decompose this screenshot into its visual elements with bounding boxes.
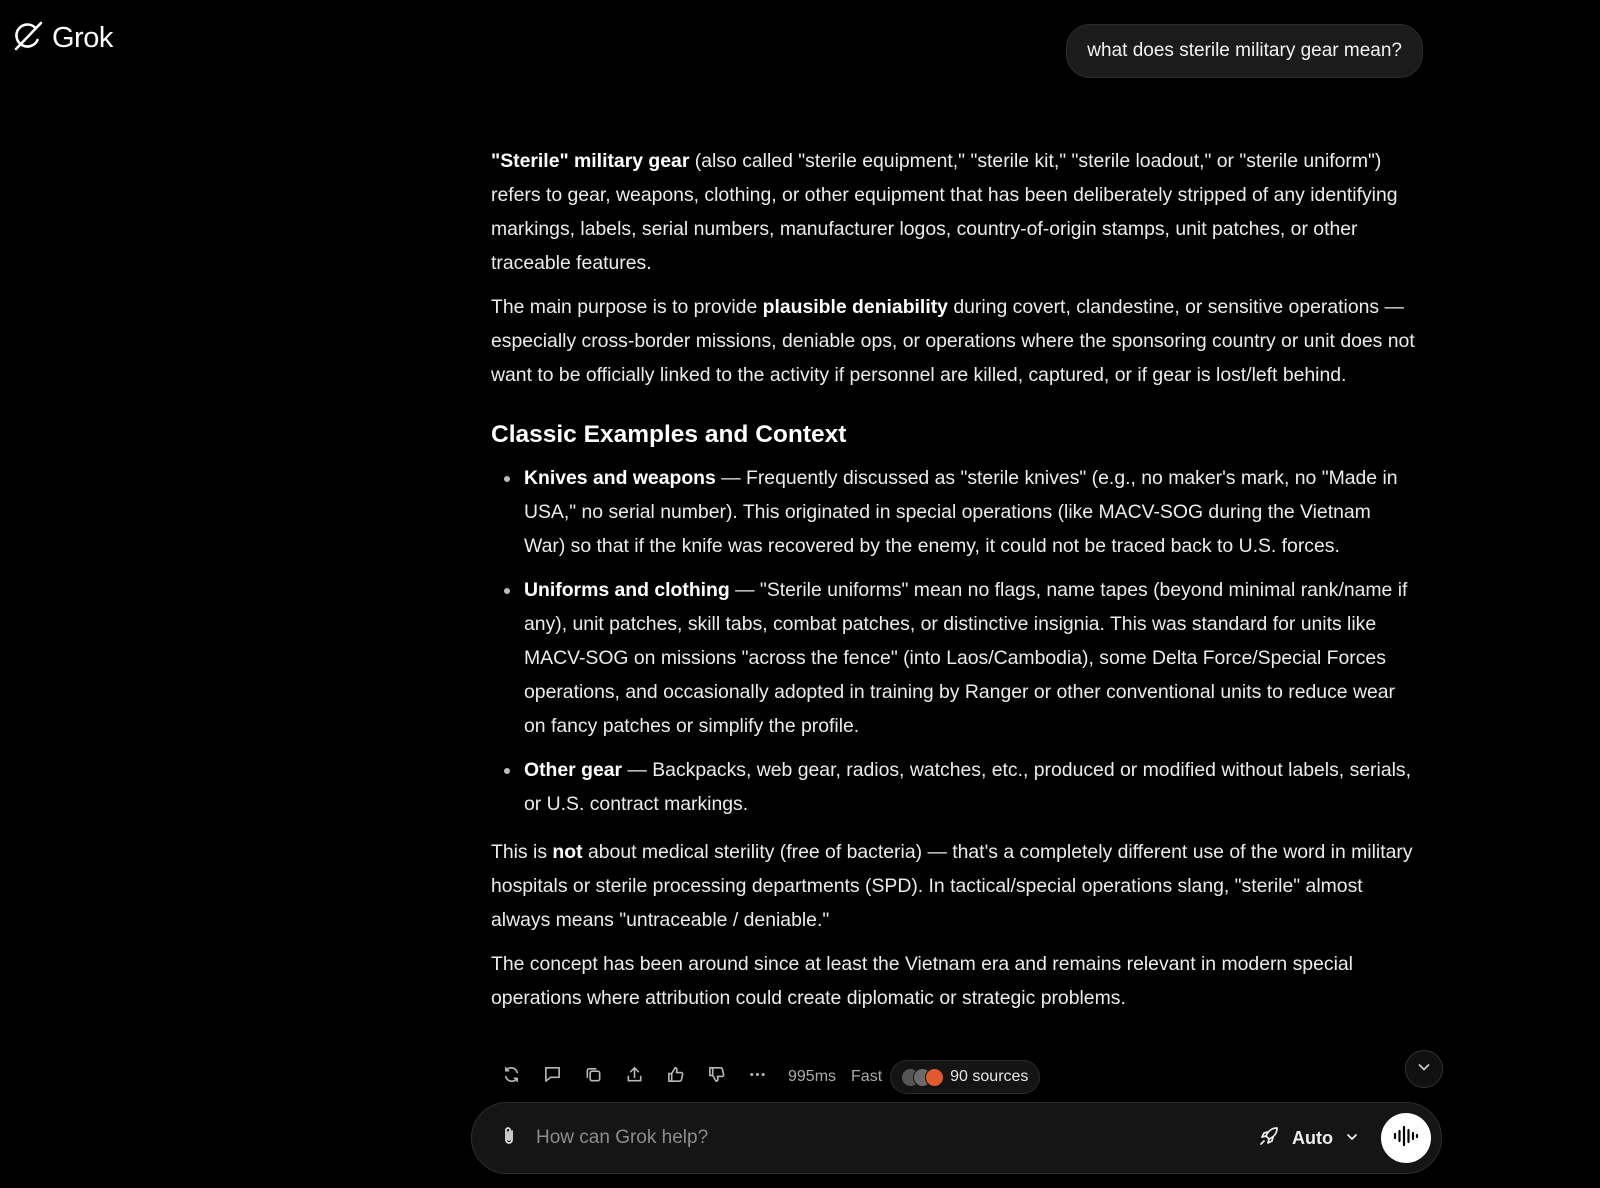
regenerate-icon [502,1065,521,1089]
paragraph-text: about medical sterility (free of bacteria) — that's a completely different use of the word in military hospitals or sterile processing departments (SPD). In tactical/special operations slang, "sterile" almost always means "untraceable / deniable." [491,841,1413,931]
grok-logo[interactable] [10,18,113,59]
more-button[interactable] [737,1060,778,1094]
copy-button[interactable] [573,1060,614,1094]
message-actions [491,1060,1040,1094]
list-item [524,461,1416,563]
brand-name: Grok [52,22,113,54]
list-item-text: — "Sterile uniforms" mean no flags, name tapes (beyond minimal rank/name if any), unit patches, skill tabs, combat patches, or distinctive insignia. This was standard for units like MACV-SOG on missions "across the fence" (into Laos/Cambodia), some Delta Force/Special Forces operations, and occasionally adopted in training by Ranger or other conventional units to reduce wear on fancy patches or simplify the profile. [524,579,1408,737]
response-latency: 995ms [788,1068,837,1085]
voice-mode-button[interactable] [1381,1113,1431,1163]
answer-paragraph: The concept has been around since at least the Vietnam era and remains relevant in modern special operations where attribution could create diplomatic or strategic problems. [491,953,1353,1009]
bold-text: not [552,841,583,863]
scroll-to-bottom-button[interactable] [1405,1050,1443,1088]
answer-paragraph [491,835,1416,937]
mode-label: Auto [1292,1127,1333,1148]
more-icon [748,1065,767,1089]
thumbs-down-icon [707,1065,726,1089]
chevron-down-icon [1345,1128,1359,1149]
paragraph-text: during covert, clandestine, or sensitive operations — especially cross-border missions, deniable ops, or operations where the sponsoring country or unit does not want to be officially linked to the activity if personnel are killed, captured, or if gear is lost/left behind. [491,296,1415,386]
user-message-bubble: what does sterile military gear mean? [1066,24,1423,78]
regenerate-button[interactable] [491,1060,532,1094]
share-icon [625,1065,644,1089]
comment-button[interactable] [532,1060,573,1094]
copy-icon [584,1065,603,1089]
bold-text: Other gear [524,759,623,781]
thumbs-down-button[interactable] [696,1060,737,1094]
assistant-answer [491,144,1416,1025]
examples-list [524,461,1416,821]
bold-text: "Sterile" military gear [491,150,690,172]
attach-button[interactable] [494,1125,524,1152]
comment-icon [543,1065,562,1089]
paragraph-text: (also called "sterile equipment," "sterile kit," "sterile loadout," or "sterile uniform") refers to gear, weapons, clothing, or other equipment that has been deliberately stripped of any identifying markings, labels, serial numbers, manufacturer logos, country-of-origin stamps, unit patches, or other traceable features. [491,150,1398,274]
answer-paragraph [491,290,1416,392]
grok-logo-icon [10,18,46,59]
rocket-icon [1258,1125,1280,1152]
paperclip-icon [499,1125,519,1152]
source-avatars [901,1068,944,1087]
source-avatar-icon [925,1068,944,1087]
list-item-text: — Frequently discussed as "sterile knives" (e.g., no maker's mark, no "Made in USA," no serial number). This originated in special operations (like MACV-SOG during the Vietnam War) so that if the knife was recovered by the enemy, it could not be traced back to U.S. forces. [524,467,1398,557]
list-item [524,573,1416,743]
sources-label: 90 sources [950,1068,1029,1085]
voice-waveform-icon [1392,1124,1420,1153]
share-button[interactable] [614,1060,655,1094]
list-item-text: — Backpacks, web gear, radios, watches, etc., produced or modified without labels, serials, or U.S. contract markings. [524,759,1411,815]
paragraph-text: The main purpose is to provide [491,296,763,318]
chevron-down-icon [1416,1059,1432,1080]
thumbs-up-button[interactable] [655,1060,696,1094]
bold-text: Knives and weapons [524,467,716,489]
thumbs-up-icon [666,1065,685,1089]
answer-paragraph [491,144,1416,280]
sources-button[interactable] [890,1060,1040,1094]
prompt-input[interactable] [536,1127,1258,1149]
paragraph-text: This is [491,841,553,863]
response-mode: Fast [851,1068,883,1085]
mode-selector[interactable] [1258,1125,1359,1152]
composer-bar [471,1102,1442,1174]
bold-text: plausible deniability [762,296,948,318]
bold-text: Uniforms and clothing [524,579,730,601]
list-item [524,753,1416,821]
section-heading: Classic Examples and Context [491,421,847,448]
